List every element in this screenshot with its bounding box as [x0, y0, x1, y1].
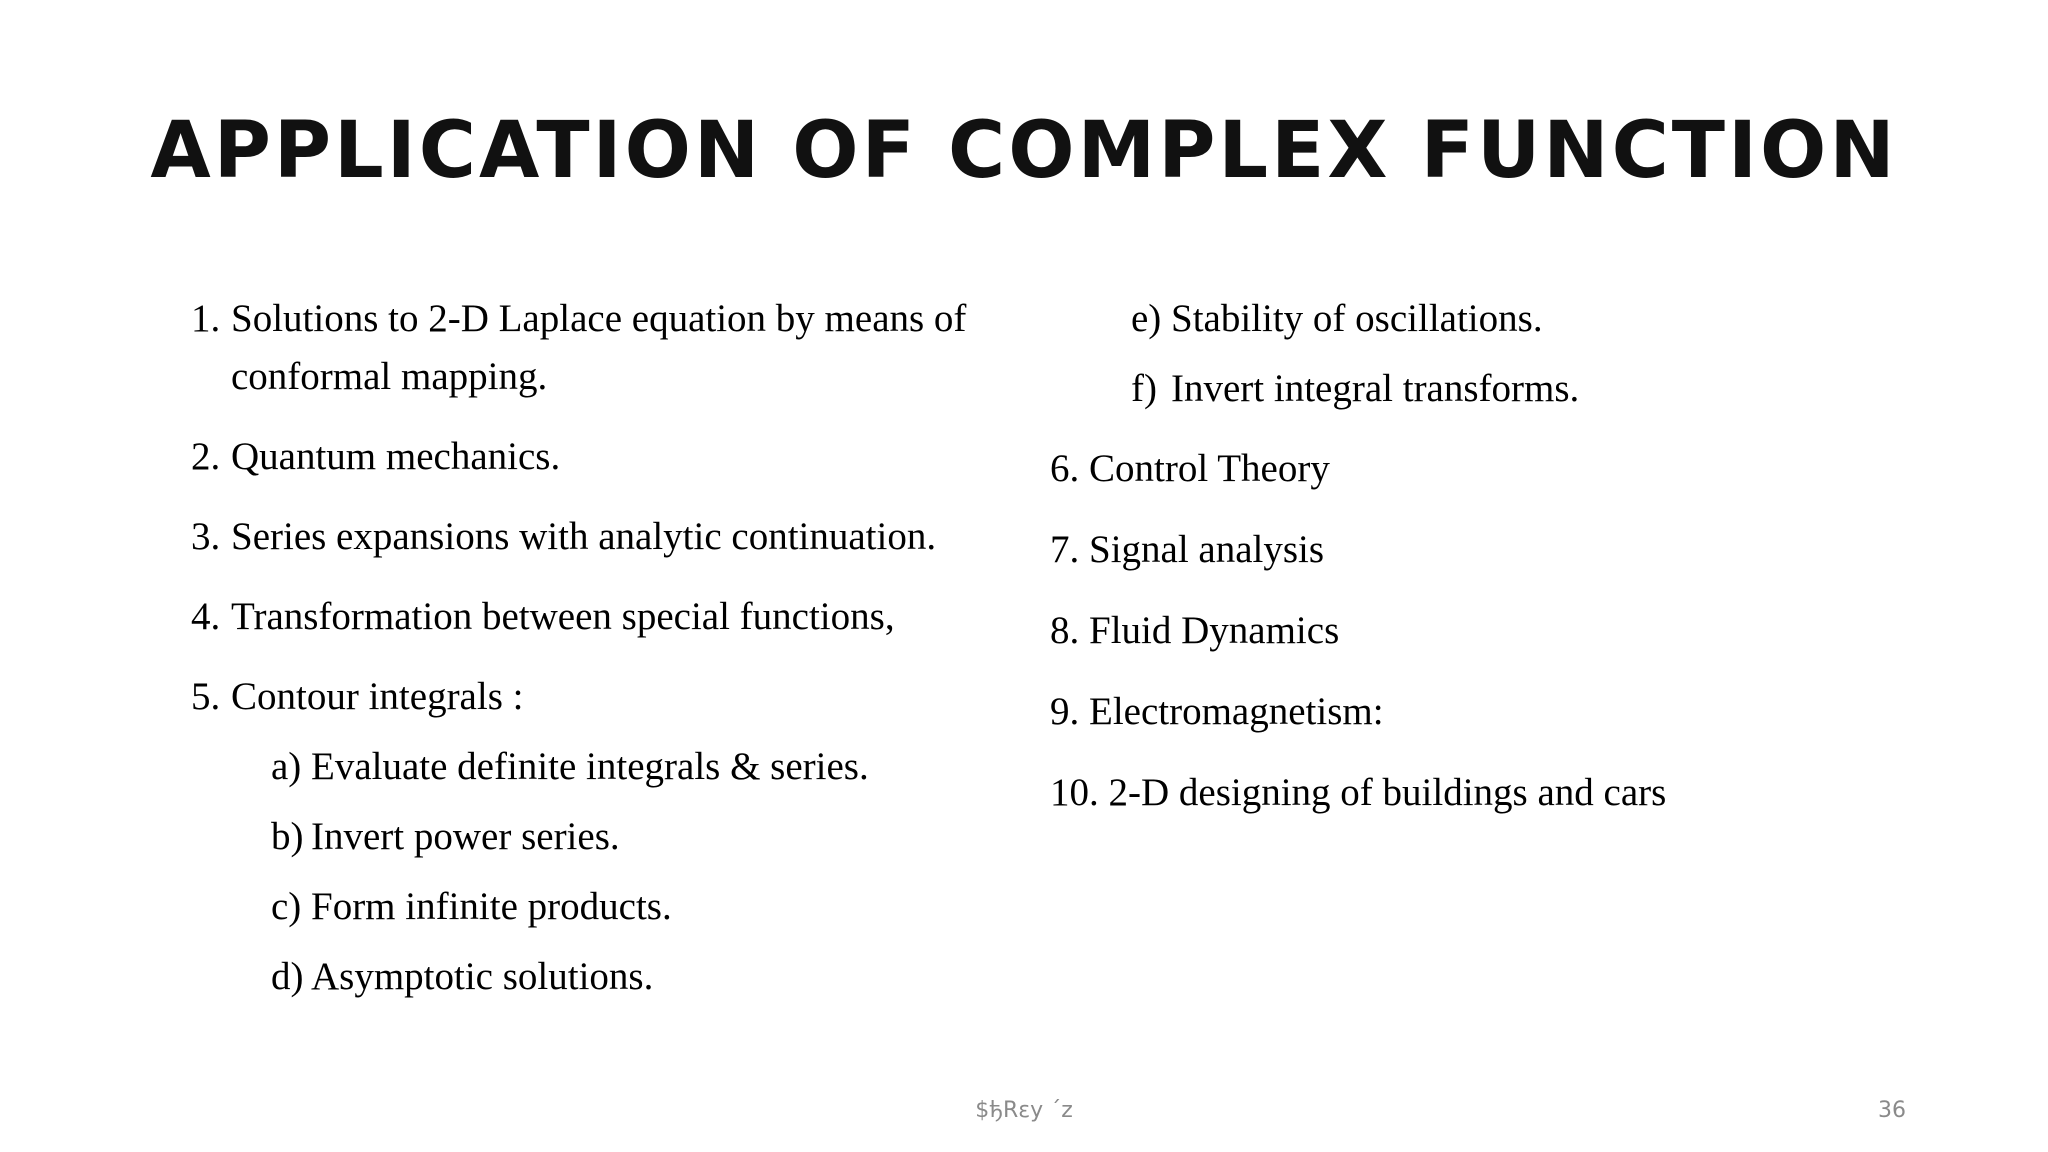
sub-list-item	[1131, 360, 1810, 418]
slide-title: APPLICATION OF COMPLEX FUNCTION	[150, 106, 1898, 196]
list-item	[191, 290, 1041, 406]
item-number: 9.	[1050, 690, 1080, 733]
item-text: Transformation between special functions,	[231, 595, 895, 638]
item-text: Signal analysis	[1089, 528, 1325, 571]
list-item	[191, 668, 1041, 726]
footer-author: $ђRεу ´z	[975, 1098, 1073, 1123]
item-number: 2.	[191, 435, 221, 478]
sub-list-item	[271, 738, 1041, 796]
item-number: 10.	[1050, 771, 1099, 814]
item-text: Fluid Dynamics	[1089, 609, 1340, 652]
sub-list-item	[1131, 290, 1810, 348]
item-text: Control Theory	[1089, 447, 1330, 490]
item-text: 2-D designing of buildings and cars	[1108, 771, 1667, 814]
right-column	[1050, 290, 1810, 845]
sub-item-text: Invert integral transforms.	[1171, 367, 1580, 410]
sub-item-text: Evaluate definite integrals & series.	[311, 745, 869, 788]
item-text: Quantum mechanics.	[231, 435, 561, 478]
item-text: Solutions to 2-D Laplace equation by means of conformal mapping.	[231, 297, 967, 398]
sub-list-item	[271, 878, 1041, 936]
item-text: Electromagnetism:	[1089, 690, 1384, 733]
list-item	[191, 508, 1041, 566]
sub-item-text: Invert power series.	[311, 815, 620, 858]
list-item	[1050, 683, 1810, 741]
item-text: Contour integrals :	[231, 675, 524, 718]
sub-list-item	[271, 948, 1041, 1006]
item-text: Series expansions with analytic continuation.	[231, 515, 937, 558]
item-number: 7.	[1050, 528, 1080, 571]
list-item	[1050, 602, 1810, 660]
item-number: 5.	[191, 675, 221, 718]
page-number: 36	[1878, 1098, 1906, 1123]
sub-item-letter: f)	[1131, 367, 1157, 410]
item-number: 8.	[1050, 609, 1080, 652]
sub-item-letter: e)	[1131, 297, 1162, 340]
sub-item-letter: d)	[271, 955, 304, 998]
item-number: 1.	[191, 297, 221, 340]
list-item	[1050, 521, 1810, 579]
sub-list-item	[271, 808, 1041, 866]
left-column	[191, 290, 1041, 1018]
sub-item-letter: b)	[271, 815, 304, 858]
list-item	[1050, 440, 1810, 498]
sub-item-text: Form infinite products.	[311, 885, 672, 928]
item-number: 4.	[191, 595, 221, 638]
item-number: 6.	[1050, 447, 1080, 490]
list-item	[1050, 764, 1810, 822]
sub-item-text: Stability of oscillations.	[1171, 297, 1543, 340]
list-item	[191, 428, 1041, 486]
sub-item-letter: c)	[271, 885, 302, 928]
list-item	[191, 588, 1041, 646]
sub-item-text: Asymptotic solutions.	[311, 955, 654, 998]
sub-item-letter: a)	[271, 745, 302, 788]
item-number: 3.	[191, 515, 221, 558]
